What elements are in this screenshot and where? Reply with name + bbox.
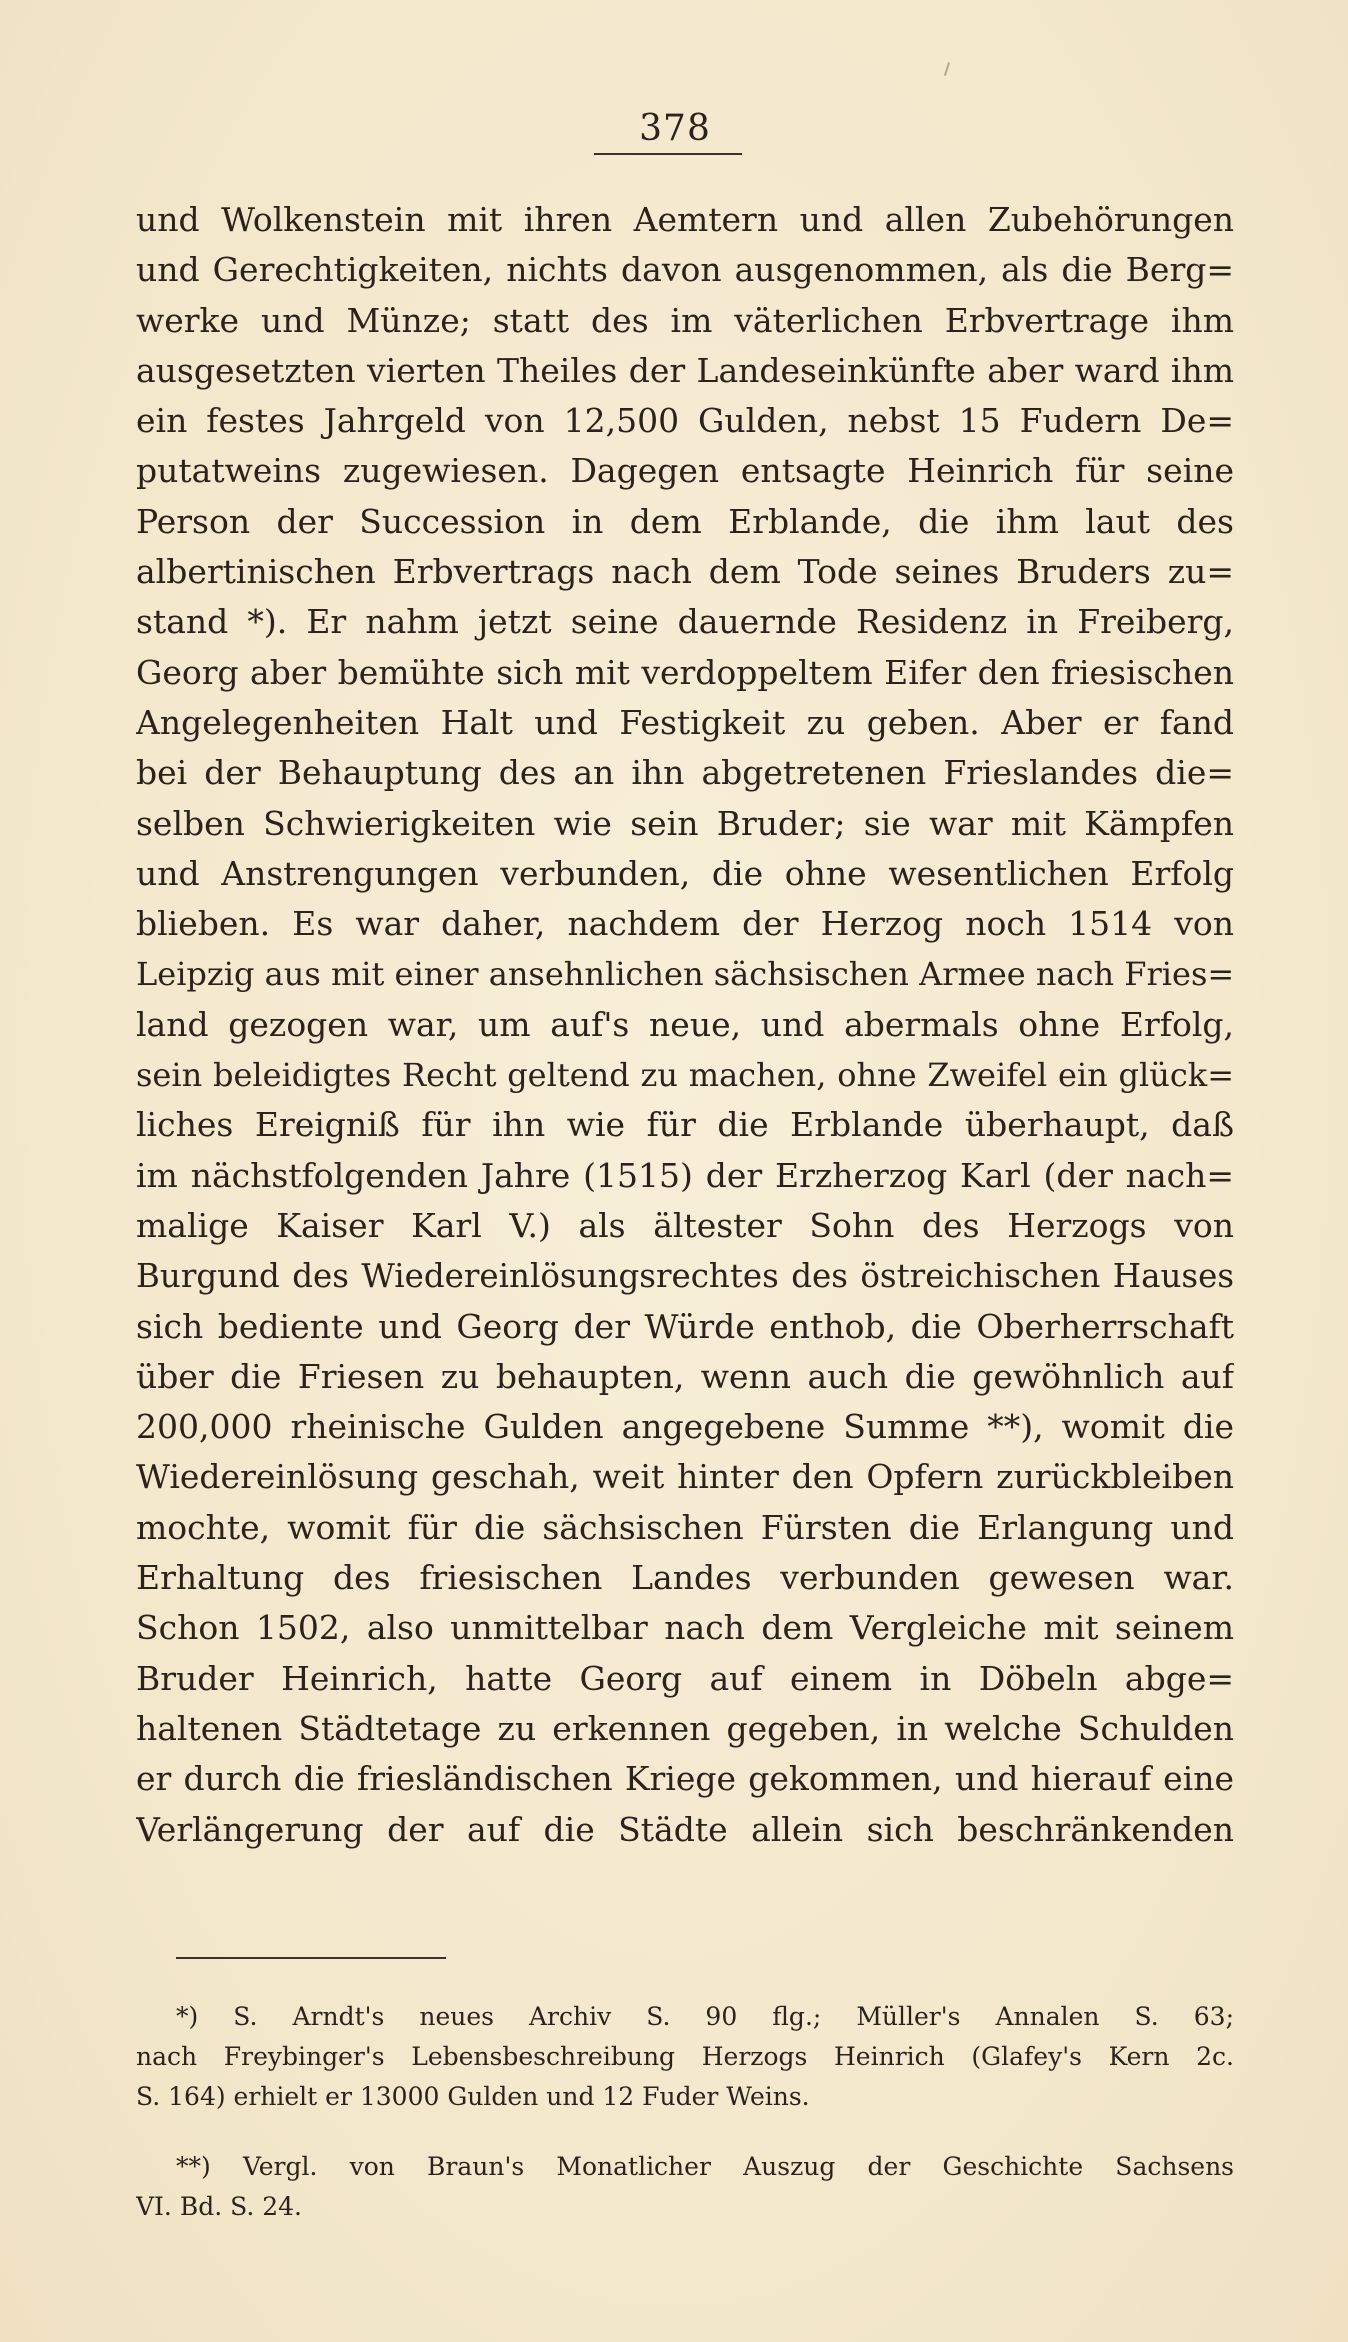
body-text bbox=[136, 195, 1234, 1855]
text-line: bei der Behauptung des an ihn abgetretenen Frieslandes die= bbox=[136, 753, 1234, 793]
text-line: Georg aber bemühte sich mit verdoppeltem Eifer den friesischen bbox=[136, 652, 1234, 692]
footnote-separator bbox=[176, 1957, 446, 1959]
text-line: ein festes Jahrgeld von 12,500 Gulden, nebst 15 Fudern De= bbox=[136, 401, 1234, 441]
text-line: Wiedereinlösung geschah, weit hinter den Opfern zurückbleiben bbox=[136, 1457, 1234, 1497]
page-number: 378 bbox=[639, 108, 711, 149]
text-line: Angelegenheiten Halt und Festigkeit zu geben. Aber er fand bbox=[136, 702, 1234, 742]
text-line: er durch die friesländischen Kriege gekommen, und hierauf eine bbox=[136, 1759, 1234, 1799]
text-line: albertinischen Erbvertrags nach dem Tode seines Bruders zu= bbox=[136, 552, 1234, 592]
text-line: über die Friesen zu behaupten, wenn auch die gewöhnlich auf bbox=[136, 1356, 1234, 1396]
text-line: sich bediente und Georg der Würde enthob, die Oberherrschaft bbox=[136, 1306, 1234, 1346]
text-line: haltenen Städtetage zu erkennen gegeben, in welche Schulden bbox=[136, 1708, 1234, 1748]
text-line: Leipzig aus mit einer ansehnlichen sächsischen Armee nach Fries= bbox=[136, 955, 1234, 994]
footnotes bbox=[136, 1997, 1234, 2227]
text-line: Schon 1502, also unmittelbar nach dem Vergleiche mit seinem bbox=[136, 1608, 1234, 1648]
footnote-line: **) Vergl. von Braun's Monatlicher Auszug der Geschichte Sachsens bbox=[176, 2152, 1234, 2181]
text-line: Burgund des Wiedereinlösungsrechtes des östreichischen Hauses bbox=[136, 1257, 1234, 1296]
text-line: liches Ereigniß für ihn wie für die Erblande überhaupt, daß bbox=[136, 1105, 1234, 1145]
footnote-line: S. 164) erhielt er 13000 Gulden und 12 Fuder Weins. bbox=[136, 2082, 810, 2111]
text-line: Erhaltung des friesischen Landes verbunden gewesen war. bbox=[136, 1558, 1234, 1598]
text-line: ausgesetzten vierten Theiles der Landeseinkünfte aber ward ihm bbox=[136, 350, 1234, 390]
text-line: Verlängerung der auf die Städte allein sich beschränkenden bbox=[136, 1809, 1234, 1849]
footnote-line: nach Freybinger's Lebensbeschreibung Herzogs Heinrich (Glafey's Kern 2c. bbox=[136, 2042, 1234, 2071]
text-line: im nächstfolgenden Jahre (1515) der Erzherzog Karl (der nach= bbox=[136, 1155, 1234, 1195]
text-line: putatweins zugewiesen. Dagegen entsagte Heinrich für seine bbox=[136, 451, 1234, 491]
text-line: werke und Münze; statt des im väterlichen Erbvertrage ihm bbox=[136, 300, 1234, 340]
text-line: Person der Succession in dem Erblande, die ihm laut des bbox=[136, 501, 1234, 541]
text-line: sein beleidigtes Recht geltend zu machen, ohne Zweifel ein glück= bbox=[136, 1056, 1234, 1095]
text-line: stand *). Er nahm jetzt seine dauernde Residenz in Freiberg, bbox=[136, 602, 1234, 642]
page-number-underline bbox=[594, 153, 742, 155]
text-line: und Anstrengungen verbunden, die ohne wesentlichen Erfolg bbox=[136, 853, 1234, 893]
text-line: und Wolkenstein mit ihren Aemtern und allen Zubehörungen bbox=[136, 200, 1234, 239]
text-line: mochte, womit für die sächsischen Fürsten die Erlangung und bbox=[136, 1507, 1234, 1547]
text-line: 200,000 rheinische Gulden angegebene Summe **), womit die bbox=[136, 1407, 1234, 1447]
text-line: selben Schwierigkeiten wie sein Bruder; sie war mit Kämpfen bbox=[136, 803, 1234, 843]
text-line: malige Kaiser Karl V.) als ältester Sohn des Herzogs von bbox=[136, 1205, 1234, 1245]
footnote-line: VI. Bd. S. 24. bbox=[136, 2192, 302, 2221]
text-line: land gezogen war, um auf's neue, und abermals ohne Erfolg, bbox=[136, 1004, 1234, 1044]
text-line: Bruder Heinrich, hatte Georg auf einem in Döbeln abge= bbox=[136, 1658, 1234, 1698]
paper-blemish bbox=[944, 62, 950, 76]
footnote-line: *) S. Arndt's neues Archiv S. 90 flg.; Müller's Annalen S. 63; bbox=[176, 2002, 1234, 2031]
text-line: blieben. Es war daher, nachdem der Herzog noch 1514 von bbox=[136, 904, 1234, 944]
text-line: und Gerechtigkeiten, nichts davon ausgenommen, als die Berg= bbox=[136, 250, 1234, 290]
